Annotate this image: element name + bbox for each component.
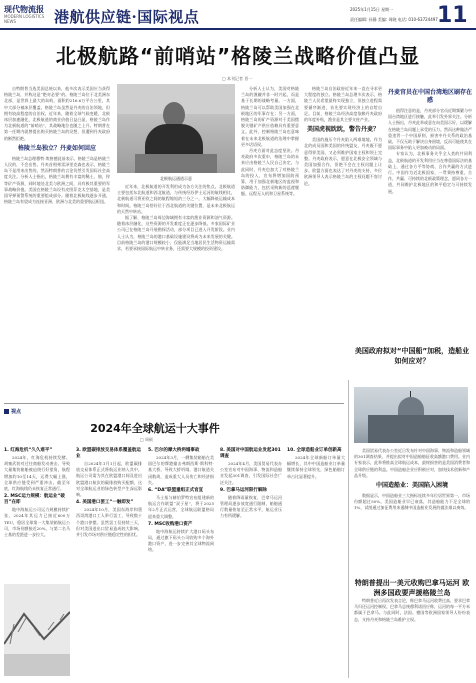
article-column-5 xyxy=(388,86,472,376)
paragraph: 分析人士认为，美国对格陵兰岛的觊觎并非一时兴起，而是基于长期的战略考量。一方面，格陵兰岛可以帮助美国加强在北极地区的军事存在；另一方面，格陵兰岛的矿产资源对于美国摆脱关键矿产供应依赖具有重要意义。此外，控制格陵兰岛也意味着在未来北极航道的治理中掌握更多话语权。 xyxy=(241,86,299,147)
paragraph: 美国的施压令丹麦陷入两难境地。作为北约成员国和美国的传统盟友，丹麦既不愿意得罪美国，又必须维护国家主权和领土完整。丹麦政府表示，愿意在北极安全领域与美国加强合作，但绝不会在主权问题上让步。欧盟方面也表达了对丹麦的支持，多位欧洲领导人表示格陵兰岛的主权问题不容讨论。 xyxy=(304,137,382,186)
box2-headline: 特朗普提出一美元收购巴拿马运河 欧洲多国政要声援格陵兰岛 xyxy=(354,579,470,597)
sidebar-box2 xyxy=(354,578,470,678)
paragraph: 美国贸易代表办公室近日发布针对中国海事、物流和造船领域的301调查结果，并提出拟对中国造船舶征收高额港口费用。业内专家表示，此举将推高全球航运成本，最终损害的是美国消费者和全球供应链的利益。中国造船企业应积极应对，加快技术创新和产品升级。 xyxy=(354,448,470,478)
event-text: 2024年，红海危机持续发酵。胡塞武装对过往商船发动袭击，导致大量集装箱船被迫绕行好望角，航程增加约10至14天，运费大幅上涨，全球供应链受到严重冲击。截至年底，红海航线仍未恢复正常通行。 xyxy=(4,455,70,492)
paragraph: 数据显示，中国造船业三大指标连续多年位居世界第一，市场份额超过50%。美国造船业早已衰落，其造船能力不足全球的1%，试图通过加征费用来遏制中国造船业发展的做法难以奏效。 xyxy=(354,493,470,511)
event-heading: 1. 红海危机“久久难平” xyxy=(4,448,53,453)
paragraph: 近年来，北极航道的开发利用成为各方关注的焦点。北极航道主要包括东北航道和西北航道，与传统经苏伊士运河的航线相比，北极航道可将亚欧之间的航程缩短约三分之一，大幅降低运输成本和时间。格陵兰岛恰好位于西北航道的关键位置，是未来北极航运的天然中转站。 xyxy=(117,184,235,214)
section-title: 港航供应链·国际视点 xyxy=(54,8,200,26)
event-text: 自2024年1月1日起，欧盟碳排放交易体系正式将航运业纳入其中，航运公司需为其在欧盟港口间及进出欧盟港口航次的碳排放购买配额，这对全球航运业的绿色转型产生深远影响。 xyxy=(76,461,142,498)
events-column-5 xyxy=(287,446,345,676)
paragraph: 值得注意的是，丹麦部分官员近期频繁与中国台湾地区进行接触，此举引发外界关注。分析人士指出，丹麦此举或意在向美国示好，以缓解在格陵兰岛问题上承受的压力。然而这种做法严重违背一个中国原则，损害中丹关系的政治基础，不仅无助于解决自身困境，反而可能使其在国际事务中陷入更加被动的局面。 xyxy=(388,108,472,151)
viewpoint-tag xyxy=(4,408,21,415)
event-heading: 8. 美国对中国航运业发起301调查 xyxy=(220,448,281,459)
event-heading: 2. MSC运力规模：航运业“破百”在即 xyxy=(4,494,65,506)
paragraph: 格陵兰岛总理穆特·埃格德此前表示，格陵兰岛是格陵兰人民的，不会出售。丹麦首相弗雷泽里克森也表示，格陵兰岛不是用来出售的。然而特朗普的言论仍然引发国际社会高度关注。分析人士指出，格陵兰岛拥有丰富的稀土、铀、锌等矿产资源，同时地处北美与欧洲之间，具有极其重要的军事战略价值。美国在格陵兰岛设有皮图菲克太空基地，是美国导弹预警系统的重要组成部分。随着北极航线逐步开通，格陵兰岛有望成为连接亚洲、欧洲与北美的重要航运枢纽。 xyxy=(4,155,110,205)
event-text: 马士基与赫伯罗特宣布组建新的航运合作联盟“双子星”，将于2025年2月正式运营，全球航运联盟格局迎来重大调整。 xyxy=(148,495,214,519)
box1-headline: 美国政府拟对“中国船”加税，造船业如何应对？ xyxy=(354,347,470,365)
subhead-independence: 格陵兰岛独立？丹麦如何回应 xyxy=(17,144,96,152)
sidebar-box1-headline xyxy=(354,346,470,386)
paragraph: 丹麦方面对此态度坚决。丹麦政府多次重申，格陵兰岛的未来应由格陵兰人民自己决定。与此同时，丹麦也加大了对格陵兰岛的投入，宣布将增加国防预算，用于加强北极地区的监视和防御能力，包括采购新的巡逻舰艇、远程无人机和卫星系统等。 xyxy=(241,148,299,197)
events-column-4 xyxy=(220,446,282,676)
article-column-3 xyxy=(241,86,299,396)
event-text: 地中海航运持续扩大港口码头布局，通过旗下码头公司收购多个海外港口资产，进一步完善其全球物流网络。 xyxy=(148,528,214,553)
event-text: 随着降雨量恢复，巴拿马运河管理局逐步放宽通行限制，船舶通行数量恢复至正常水平，航运业压力有所缓解。 xyxy=(220,494,282,519)
building-facade xyxy=(368,415,454,443)
main-headline: 北极航路“前哨站”格陵兰战略价值凸显 xyxy=(55,44,421,68)
event-text: 2024年10月，美国东海岸和墨西哥湾港口工人举行罢工，导致数十个港口停摆。虽然罢工仅持续三天，但对美国进出口贸易造成较大影响，并引发市场对供应链稳定性的担忧。 xyxy=(76,507,142,538)
event-text: 2024年3月，一艘集装箱船在美国巴尔的摩港撞击弗朗西斯·斯科特·基大桥，导致大桥坍塌，港口航道关闭数周，造成重大人员伤亡和经济损失。 xyxy=(148,455,214,485)
subhead-taiwan: 丹麦官员在中国台湾地区刷存在感 xyxy=(388,89,472,104)
paragraph: 特朗普近日再次发表言论，称巴拿马运河收费过高，要求巴拿马归还运河控制权。巴拿马总统穆利诺回应称，运河的每一平方米都属于巴拿马。与此同时，法国、德国等欧洲国家领导人纷纷表态，支持丹麦和格陵兰岛维护主权。 xyxy=(354,598,470,622)
events-column-2 xyxy=(76,446,142,676)
sidebar-box1-body xyxy=(354,448,470,568)
viewpoint-label: 视点 xyxy=(11,409,22,415)
article-column-1 xyxy=(4,86,110,396)
events-title: 2024年全球航运十大事件 xyxy=(90,422,220,435)
paragraph: 格陵兰岛自治政府近年来一直在寻求更大程度的独立。格陵兰岛总理多次表示，格陵兰人民希望最终实现独立，但独立进程需要循序渐进，首先要实现经济上的自给自足。目前，格陵兰岛经济高度依赖丹麦政府的年度补贴，渔业是其主要支柱产业。 xyxy=(304,86,382,123)
logo-text: 现代物流报 xyxy=(4,4,44,14)
issue-date: 2025年1月15日 星期一 xyxy=(350,7,394,12)
square-bullet-icon xyxy=(4,409,9,414)
building-dome xyxy=(398,397,424,417)
event-heading: 5. 巴尔的摩大桥坍塌事故 xyxy=(148,448,200,453)
event-text: 2024年全球新船订单量大幅增长，其中中国造船业订单量继续保持全球领先，绿色船舶订单占比显著提升。 xyxy=(287,455,345,479)
editor-line: 责任编辑: 孙静 美编: 周晓 电话: 010-63724497 xyxy=(350,17,438,22)
paragraph: 据了解，格陵兰岛周边海域拥有丰富的渔业资源和油气资源。随着冰层融化，这些资源的开发难度正在逐步降低。多家国际矿业公司已在格陵兰岛开展勘探活动，部分项目已进入开发阶段。业内人士认为，格陵兰岛的港口基础设施建设将成为未来发展的关键。目前格陵兰岛的港口规模较小，仅能满足当地居民生活物资运输需求，若要承接国际航运中转业务，还需要大规模的投资建设。 xyxy=(117,215,235,252)
podium xyxy=(135,154,217,173)
event-heading: 10. 全球造船业订单创新高 xyxy=(287,448,342,453)
paragraph: 自特朗普当选美国总统以来，他多次表示美国应当获得格陵兰岛，并称这是“绝对必要”的。格陵兰岛位于北美洲东北部，是世界上最大的岛屿，面积约216.6万平方公里，其中大部分被冰层覆盖。格陵兰岛虽然是丹麦的自治领地，但拥有较高程度的自治权。近年来，随着全球气候变暖，北极冰层加速融化，北极航道的商业价值日益凸显，格陵兰岛作为北极航道的“前哨站”，其战略地位也随之上升。特朗普在第一任期内就曾提出购买格陵兰岛的设想，但遭到丹麦政府的断然拒绝。 xyxy=(4,86,110,141)
masthead xyxy=(0,0,476,30)
bridge-collapse-photo xyxy=(4,584,70,676)
events-column-1 xyxy=(4,446,70,580)
bridge-illustration xyxy=(4,584,70,676)
event-heading: 3. 欧盟碳排放交易体系覆盖航运业 xyxy=(76,448,141,459)
event-text: 地中海航运公司运力规模持续扩张，2024年其运力已接近600万TEU，稳居全球第一大集装箱航运公司，市场份额接近20%，与第二名马士基的差距进一步拉大。 xyxy=(4,507,70,538)
event-heading: 7. MSC收购港口资产 xyxy=(148,521,193,527)
event-heading: 9. 巴拿马运河限行解除 xyxy=(220,487,267,493)
photo-caption: 北极航运通道示意 xyxy=(160,176,192,181)
newspaper-logo xyxy=(4,4,50,26)
event-text: 2024年4月，美国贸易代表办公室宣布对中国海事、物流和造船业发起301调查，引发国际社会广泛关注。 xyxy=(220,461,282,485)
article-column-2 xyxy=(117,184,235,396)
paragraph: 专家认为，北极事务关乎全人类的共同利益，北极航道的开发利用应当在尊重国际法的基础上，通过各方平等协商、合作共赢的方式进行。中国作为近北极国家，一贯秉持尊重、合作、共赢、可持续的北极政策理念，愿同各方一道，共同维护北极地区的和平稳定与可持续发展。 xyxy=(388,151,472,194)
event-heading: 4. 美国港口罢工“一触即发” xyxy=(76,500,134,506)
events-column-3 xyxy=(148,446,214,676)
main-byline: □ 本刊记者 晋一 xyxy=(222,76,253,81)
logo-subtext: MODERN LOGISTICS NEWS xyxy=(4,14,45,24)
section-divider xyxy=(4,403,344,404)
event-heading: 6. “DA”联盟重组正式官宣 xyxy=(148,488,204,494)
events-byline: □ 周硕 xyxy=(140,437,154,442)
box1-subhead: 中国造船业：美国陷入困境 xyxy=(375,482,448,490)
column-divider xyxy=(348,380,349,678)
page-number: 11 xyxy=(437,3,468,28)
government-building-photo xyxy=(354,387,468,443)
subhead-us-warning: 美国虎视眈眈，警告丹麦？ xyxy=(306,126,379,134)
speaker-photo xyxy=(117,84,235,173)
